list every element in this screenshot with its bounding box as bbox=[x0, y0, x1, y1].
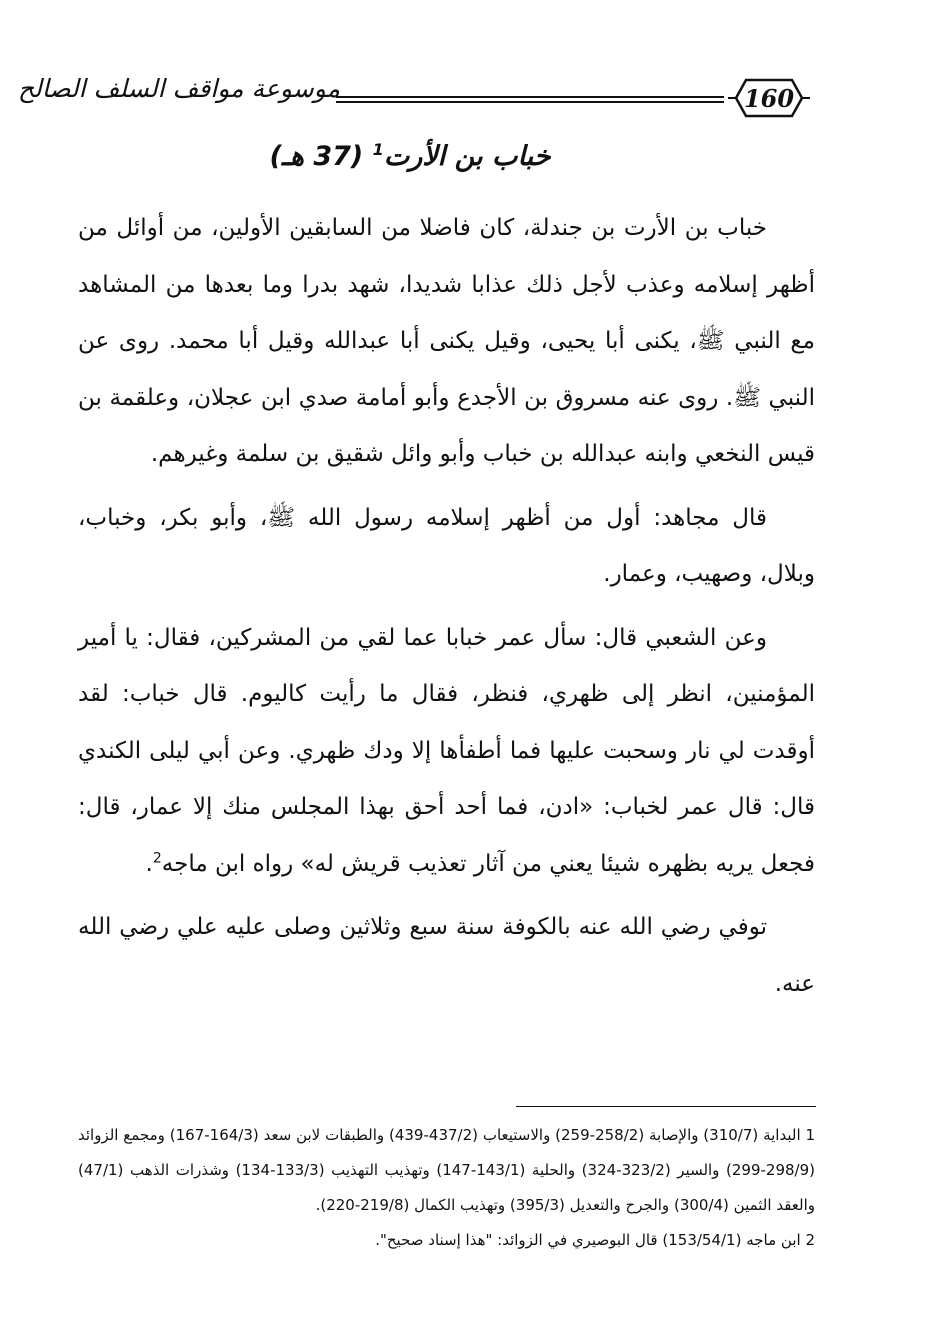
paragraph-biography bbox=[78, 200, 815, 483]
paragraph-text: توفي رضي الله عنه بالكوفة سنة سبع وثلاثين وصلى عليه علي رضي الله عنه. bbox=[78, 914, 815, 997]
chapter-footnote-ref[interactable]: 1 bbox=[372, 140, 384, 159]
body-text bbox=[78, 200, 815, 1012]
chapter-heading bbox=[100, 140, 720, 172]
chapter-title: خباب بن الأرت bbox=[383, 141, 551, 172]
book-title: موسوعة مواقف السلف الصالح bbox=[17, 74, 340, 103]
page-header bbox=[17, 70, 820, 130]
footnote-2: 2 ابن ماجه (153/54/1) قال البوصيري في الزوائد: "هذا إسناد صحيح". bbox=[375, 1231, 815, 1249]
paragraph-shabi bbox=[78, 610, 815, 893]
footnotes bbox=[78, 1118, 815, 1258]
page-number: 160 bbox=[743, 83, 795, 113]
footnote-1: 1 البداية (310/7) والإصابة (258/2-259) والاستيعاب (437/2-439) والطبقات لابن سعد (164/3-167) ومجمع الزوائد (298/9-299) والسير (323/2-324) والحلية (143/1-147) وتهذيب التهذيب (133/3-134) وشذرات الذهب (47/1) والعقد الثمين (300/4) والجرح والتعديل (395/3) وتهذيب الكمال (219/8-220). bbox=[78, 1126, 816, 1214]
footnote-ref-2[interactable]: 2 bbox=[152, 849, 162, 866]
header-rule bbox=[336, 96, 724, 103]
paragraph-end: . bbox=[145, 850, 153, 877]
chapter-year: (37 هـ) bbox=[269, 141, 364, 172]
page-number-badge bbox=[726, 74, 812, 122]
paragraph-mujahid bbox=[78, 490, 815, 603]
footnote-separator bbox=[516, 1106, 816, 1107]
paragraph-text: خباب بن الأرت بن جندلة، كان فاضلا من السابقين الأولين، من أوائل من أظهر إسلامه وعذب لأجل ذلك عذابا شديدا، شهد بدرا وما بعدها من المشاهد مع النبي ﷺ، يكنى أبا يحيى، وقيل يكنى أبا عبدالله وقيل أبا محمد. روى عن النبي ﷺ. روى عنه مسروق بن الأجدع وأبو أمامة صدي ابن عجلان، وعلقمة بن قيس النخعي وابنه عبدالله بن خباب وأبو وائل شقيق بن سلمة وغيرهم. bbox=[78, 215, 815, 467]
paragraph-death bbox=[78, 899, 815, 1012]
paragraph-text: وعن الشعبي قال: سأل عمر خبابا عما لقي من المشركين، فقال: يا أمير المؤمنين، انظر إلى ظهري، فنظر، فقال ما رأيت كاليوم. قال خباب: لقد أوقدت لي نار وسحبت عليها فما أطفأها إلا ودك ظهري. وعن أبي ليلى الكندي قال: قال عمر لخباب: «ادن، فما أحد أحق بهذا المجلس منك إلا عمار، قال: فجعل يريه بظهره شيئا يعني من آثار تعذيب قريش له» رواه ابن ماجه bbox=[78, 624, 815, 877]
paragraph-text: قال مجاهد: أول من أظهر إسلامه رسول الله ﷺ، وأبو بكر، وخباب، وبلال، وصهيب، وعمار. bbox=[78, 504, 815, 587]
